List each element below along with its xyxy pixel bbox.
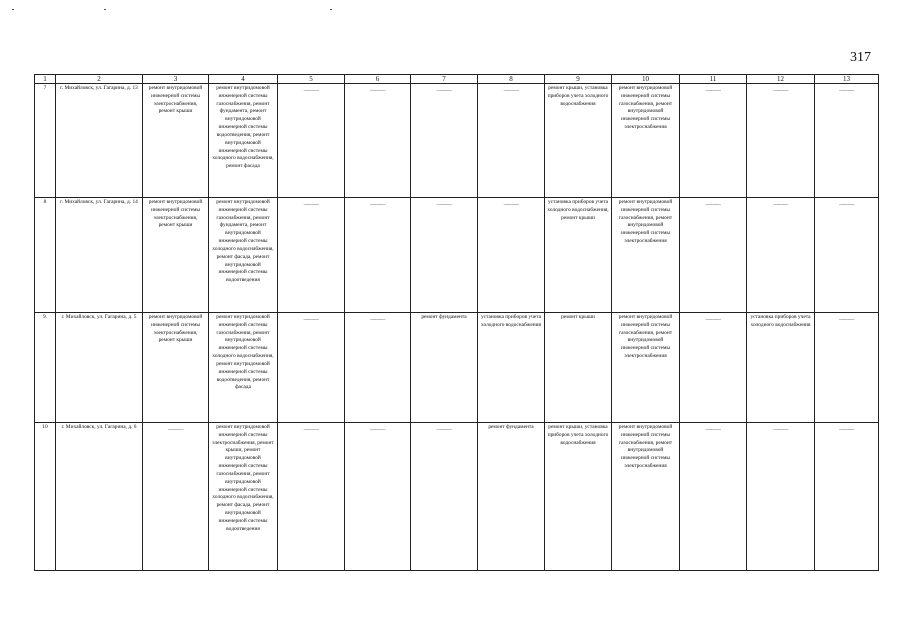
address-cell: г. Михайловск, ул. Гагарина, д. 5 xyxy=(56,313,143,423)
table-cell: установка приборов учета холодного водоснабжения xyxy=(478,313,545,423)
table-cell: ремонт внутридомовой инженерной системы газоснабжения, ремонт внутридомовой инженерной системы электроснабжения xyxy=(612,198,680,313)
column-number: 10 xyxy=(612,75,680,84)
table-cell: ремонт фундамента xyxy=(478,423,545,571)
column-number: 9 xyxy=(545,75,612,84)
table-cell xyxy=(278,198,345,313)
table-cell: ремонт внутридомовой инженерной системы газоснабжения, ремонт внутридомовой инженерной системы электроснабжения xyxy=(612,313,680,423)
table-cell: ремонт внутридомовой инженерной системы электроснабжения, ремонт крыши xyxy=(143,198,209,313)
table-cell: установка приборов учета холодного водоснабжения xyxy=(747,313,815,423)
empty-dash: ——— xyxy=(705,202,721,208)
empty-dash: ——— xyxy=(839,88,854,94)
empty-dash: ——— xyxy=(773,88,788,94)
table-cell: ремонт внутридомовой инженерной системы электроснабжения, ремонт крыши xyxy=(143,84,209,198)
table-cell xyxy=(815,423,879,571)
table-cell xyxy=(411,198,478,313)
table-cell xyxy=(411,84,478,198)
empty-dash: ——— xyxy=(370,202,385,208)
column-number: 7 xyxy=(411,75,478,84)
scan-speck xyxy=(330,9,332,10)
empty-dash: ——— xyxy=(839,427,854,433)
empty-dash: ——— xyxy=(503,202,519,208)
table-cell xyxy=(815,84,879,198)
table-cell xyxy=(278,84,345,198)
page-number: 317 xyxy=(850,50,871,65)
table-cell xyxy=(815,313,879,423)
address-cell: г. Михайловск, ул. Гагарина, д. 6 xyxy=(56,423,143,571)
table-cell: ремонт крыши xyxy=(545,313,612,423)
table-row xyxy=(35,84,879,198)
table-cell xyxy=(680,84,747,198)
table-cell xyxy=(747,423,815,571)
empty-dash: ——— xyxy=(839,317,854,323)
column-number: 1 xyxy=(35,75,56,84)
column-number: 5 xyxy=(278,75,345,84)
empty-dash: ——— xyxy=(705,317,721,323)
table-cell xyxy=(747,84,815,198)
column-number: 12 xyxy=(747,75,815,84)
table-cell xyxy=(345,313,411,423)
table-cell xyxy=(478,84,545,198)
table-cell: ремонт внутридомовой инженерной системы газоснабжения, ремонт внутридомовой инженерной системы электроснабжения xyxy=(612,84,680,198)
table-cell: ремонт внутридомовой инженерной системы электроснабжения, ремонт крыши, ремонт внутридомовой инженерной системы газоснабжения, ремонт внутридомовой инженерной системы холодного водоснабжения, ремонт фасада, ремонт внутридомовой инженерной системы водоотведения xyxy=(209,423,278,571)
empty-dash: ——— xyxy=(773,202,788,208)
empty-dash: ——— xyxy=(303,202,319,208)
row-number: 8 xyxy=(35,198,56,313)
table-cell: ремонт внутридомовой инженерной системы газоснабжения, ремонт внутридомовой инженерной системы электроснабжения xyxy=(612,423,680,571)
column-number: 13 xyxy=(815,75,879,84)
empty-dash: ——— xyxy=(303,427,319,433)
empty-dash: ——— xyxy=(303,317,319,323)
column-number: 6 xyxy=(345,75,411,84)
table-cell xyxy=(345,423,411,571)
address-cell: г. Михайловск, ул. Гагарина, д. 13 xyxy=(56,84,143,198)
table-cell xyxy=(680,313,747,423)
address-cell: г. Михайловск, ул. Гагарина, д. 14 xyxy=(56,198,143,313)
column-number: 11 xyxy=(680,75,747,84)
column-number: 2 xyxy=(56,75,143,84)
empty-dash: ——— xyxy=(370,427,385,433)
table-cell: ремонт внутридомовой инженерной системы электроснабжения, ремонт крыши xyxy=(143,313,209,423)
table-cell xyxy=(680,198,747,313)
empty-dash: ——— xyxy=(503,88,519,94)
table-header-row xyxy=(35,75,879,84)
table-cell xyxy=(278,313,345,423)
table-cell xyxy=(278,423,345,571)
row-number: 7 xyxy=(35,84,56,198)
scan-speck xyxy=(104,9,106,10)
table-cell: ремонт крыши, установка приборов учета холодного водоснабжения xyxy=(545,84,612,198)
row-number: 10 xyxy=(35,423,56,571)
empty-dash: ——— xyxy=(168,427,183,433)
table-cell: ремонт фундамента xyxy=(411,313,478,423)
empty-dash: ——— xyxy=(773,427,788,433)
empty-dash: ——— xyxy=(370,88,385,94)
empty-dash: ——— xyxy=(705,88,721,94)
table-cell: ремонт внутридомовой инженерной системы газоснабжения, ремонт внутридомовой инженерной системы холодного водоснабжения, ремонт внутридомовой инженерной системы водоотведения, ремонт фасада xyxy=(209,313,278,423)
table-cell xyxy=(815,198,879,313)
empty-dash: ——— xyxy=(436,202,452,208)
table-row xyxy=(35,313,879,423)
column-number: 8 xyxy=(478,75,545,84)
column-number: 3 xyxy=(143,75,209,84)
empty-dash: ——— xyxy=(436,427,452,433)
table-row xyxy=(35,423,879,571)
column-number: 4 xyxy=(209,75,278,84)
table-cell xyxy=(411,423,478,571)
table-cell xyxy=(747,198,815,313)
table-cell xyxy=(478,198,545,313)
empty-dash: ——— xyxy=(370,317,385,323)
row-number: 9. xyxy=(35,313,56,423)
table-cell xyxy=(345,84,411,198)
table-cell: установка приборов учета холодного водоснабжения, ремонт крыши xyxy=(545,198,612,313)
table-cell xyxy=(143,423,209,571)
works-table xyxy=(34,74,879,571)
table-cell: ремонт внутридомовой инженерной системы газоснабжения, ремонт фундамента, ремонт внутридомовой инженерной системы водоотведения, ремонт внутридомовой инженерной системы холодного водоснабжения, ремонт фасада xyxy=(209,84,278,198)
empty-dash: ——— xyxy=(436,88,452,94)
empty-dash: ——— xyxy=(839,202,854,208)
table-cell xyxy=(680,423,747,571)
empty-dash: ——— xyxy=(705,427,721,433)
table-cell: ремонт внутридомовой инженерной системы газоснабжения, ремонт фундамента, ремонт внутридомовой инженерной системы холодного водоснабжения, ремонт фасада, ремонт внутридомовой инженерной системы водоотведения xyxy=(209,198,278,313)
table-cell xyxy=(345,198,411,313)
table-row xyxy=(35,198,879,313)
table-cell: ремонт крыши, установка приборов учета холодного водоснабжения xyxy=(545,423,612,571)
empty-dash: ——— xyxy=(303,88,319,94)
scan-speck xyxy=(12,9,14,10)
